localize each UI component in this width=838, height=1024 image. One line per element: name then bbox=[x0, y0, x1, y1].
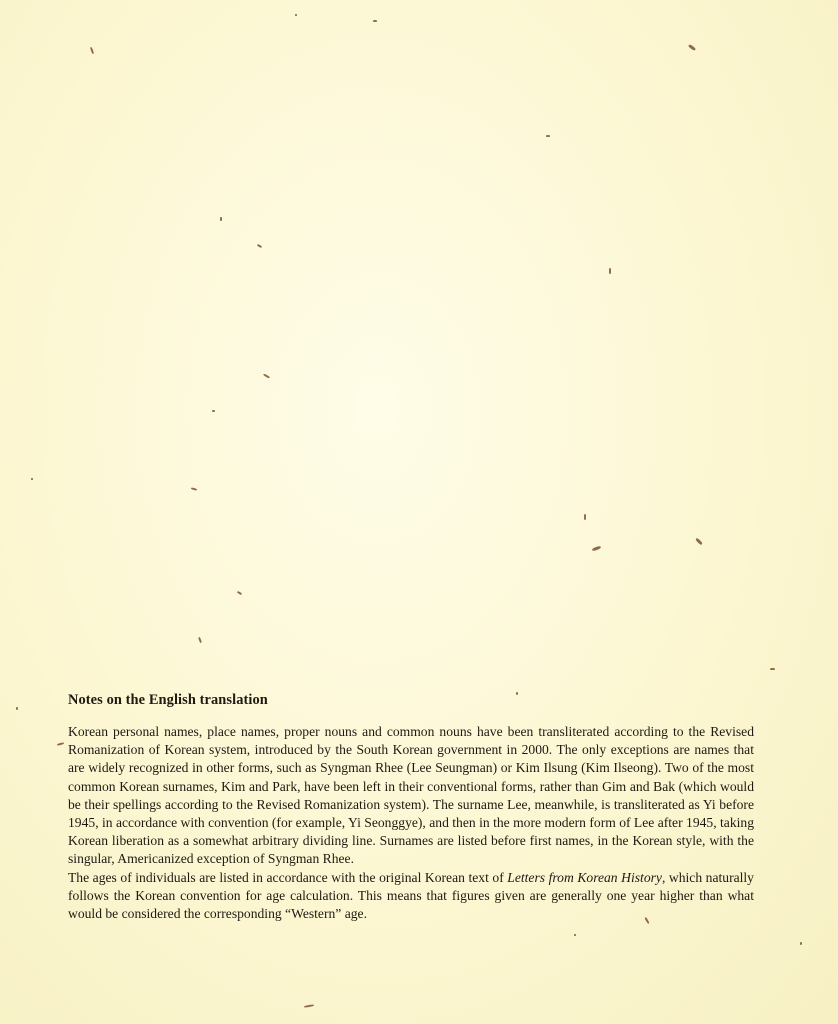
paper-fleck bbox=[220, 217, 222, 221]
paper-fleck bbox=[212, 410, 215, 412]
paper-fleck bbox=[574, 934, 576, 936]
paper-fleck bbox=[191, 487, 197, 490]
paper-fleck bbox=[90, 47, 94, 54]
paper-fleck bbox=[584, 514, 586, 520]
paper-fleck bbox=[198, 637, 202, 643]
paper-fleck bbox=[695, 538, 703, 546]
paper-fleck bbox=[800, 942, 802, 945]
paper-fleck bbox=[263, 373, 270, 378]
book-title: Letters from Korean History bbox=[507, 869, 662, 885]
paper-fleck bbox=[609, 268, 611, 274]
paper-fleck bbox=[688, 44, 696, 51]
paper-fleck bbox=[16, 707, 18, 710]
section-heading: Notes on the English translation bbox=[68, 692, 268, 708]
paper-fleck bbox=[295, 14, 297, 16]
paper-fleck bbox=[546, 135, 550, 137]
paper-fleck bbox=[57, 742, 64, 746]
paper-fleck bbox=[257, 244, 262, 248]
age-paragraph-text-start: The ages of individuals are listed in accordance with the original Korean text of bbox=[68, 869, 508, 885]
age-convention-paragraph bbox=[68, 869, 754, 924]
paper-fleck bbox=[237, 591, 242, 595]
translation-notes-section bbox=[68, 692, 754, 923]
transliteration-paragraph: Korean personal names, place names, proper nouns and common nouns have been transliterated according to the Revised Romanization of Korean system, introduced by the South Korean government in 2000. The only exceptions are names that are widely recognized in other forms, such as Syngman Rhee (Lee Seungman) or Kim Ilsung (Kim Ilseong). Two of the most common Korean surnames, Kim and Park, have been left in their conventional forms, rather than Gim and Bak (which would be their spellings according to the Revised Romanization system). The surname Lee, meanwhile, is transliterated as Yi before 1945, in accordance with convention (for example, Yi Seonggye), and then in the more modern form of Lee after 1945, taking Korean liberation as a somewhat arbitrary dividing line. Surnames are listed before first names, in the Korean style, with the singular, Americanized exception of Syngman Rhee. bbox=[68, 724, 754, 867]
paper-fleck bbox=[770, 668, 775, 670]
paper-fleck bbox=[373, 20, 377, 22]
age-paragraph-text-end: , which naturally follows the Korean convention for age calculation. This means that figures given are generally one year higher than what would be considered the corresponding “Western” age. bbox=[68, 869, 754, 922]
paper-fleck bbox=[592, 546, 601, 552]
paper-fleck bbox=[304, 1004, 314, 1008]
paper-fleck bbox=[31, 478, 33, 480]
